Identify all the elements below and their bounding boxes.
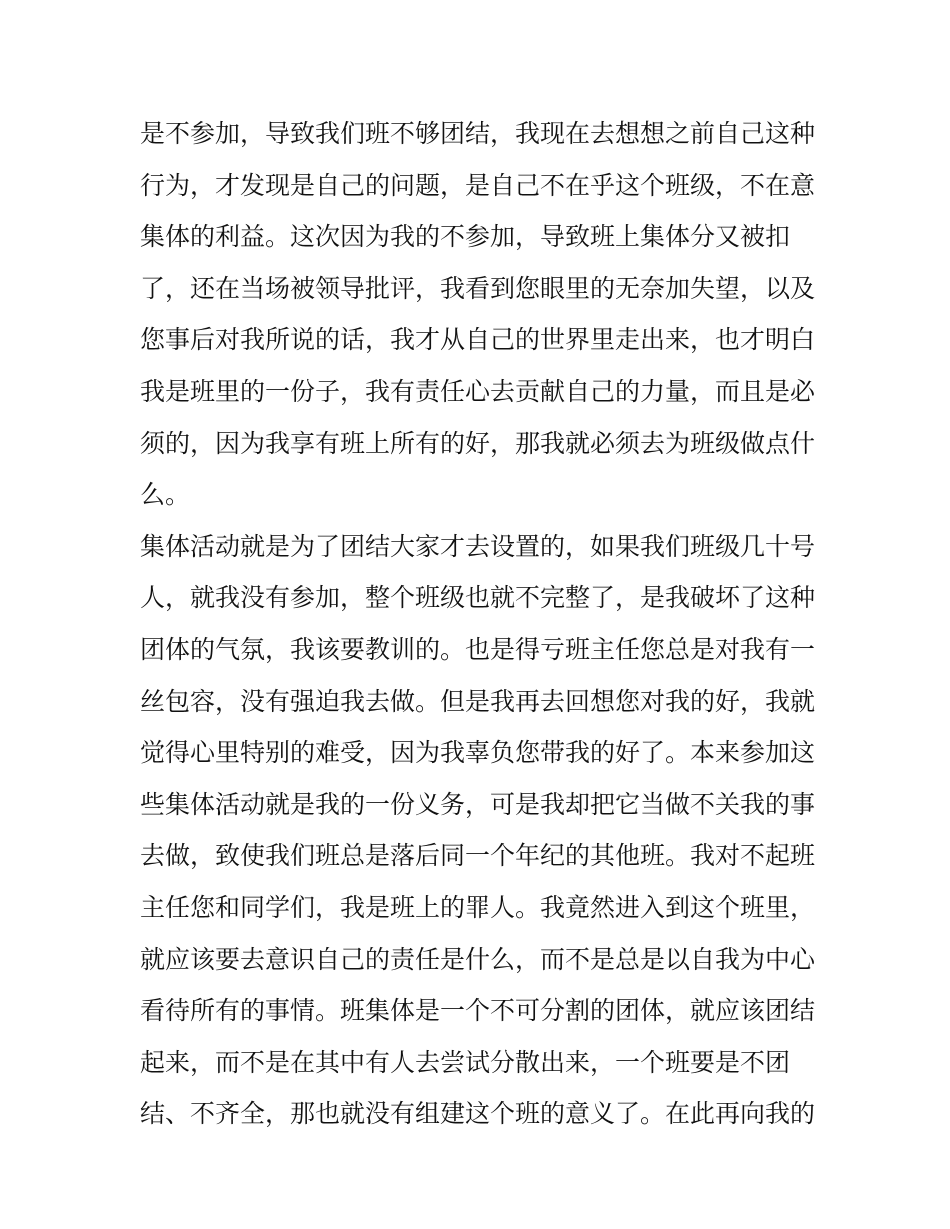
text-line: 丝包容，没有强迫我去做。但是我再去回想您对我的好，我就	[140, 686, 816, 716]
text-line: 去做，致使我们班总是落后同一个年纪的其他班。我对不起班	[140, 841, 816, 871]
document-body	[140, 108, 820, 1140]
text-line: 须的，因为我享有班上所有的好，那我就必须去为班级做点什	[140, 428, 816, 458]
text-line: 您事后对我所说的话，我才从自己的世界里走出来，也才明白	[140, 325, 816, 355]
text-line: 了，还在当场被领导批评，我看到您眼里的无奈加失望，以及	[140, 273, 816, 303]
text-line: 觉得心里特别的难受，因为我辜负您带我的好了。本来参加这	[140, 738, 816, 768]
text-line: 团体的气氛，我该要教训的。也是得亏班主任您总是对我有一	[140, 634, 816, 664]
text-line: 看待所有的事情。班集体是一个不可分割的团体，就应该团结	[140, 996, 816, 1026]
text-line: 人，就我没有参加，整个班级也就不完整了，是我破坏了这种	[140, 583, 816, 613]
text-line: 集体的利益。这次因为我的不参加，导致班上集体分又被扣	[140, 222, 791, 252]
text-line: 些集体活动就是我的一份义务，可是我却把它当做不关我的事	[140, 789, 816, 819]
text-line: 结、不齐全，那也就没有组建这个班的意义了。在此再向我的	[140, 1099, 816, 1129]
text-line: 起来，而不是在其中有人去尝试分散出来，一个班要是不团	[140, 1047, 791, 1077]
text-line: 么。	[140, 480, 191, 510]
text-line: 集体活动就是为了团结大家才去设置的，如果我们班级几十号	[140, 531, 816, 561]
text-line: 就应该要去意识自己的责任是什么，而不是总是以自我为中心	[140, 944, 816, 974]
text-line: 行为，才发现是自己的问题，是自己不在乎这个班级，不在意	[140, 170, 816, 200]
text-line: 我是班里的一份子，我有责任心去贡献自己的力量，而且是必	[140, 376, 816, 406]
text-line: 是不参加，导致我们班不够团结，我现在去想想之前自己这种	[140, 119, 816, 148]
text-line: 主任您和同学们，我是班上的罪人。我竟然进入到这个班里，	[140, 892, 816, 922]
